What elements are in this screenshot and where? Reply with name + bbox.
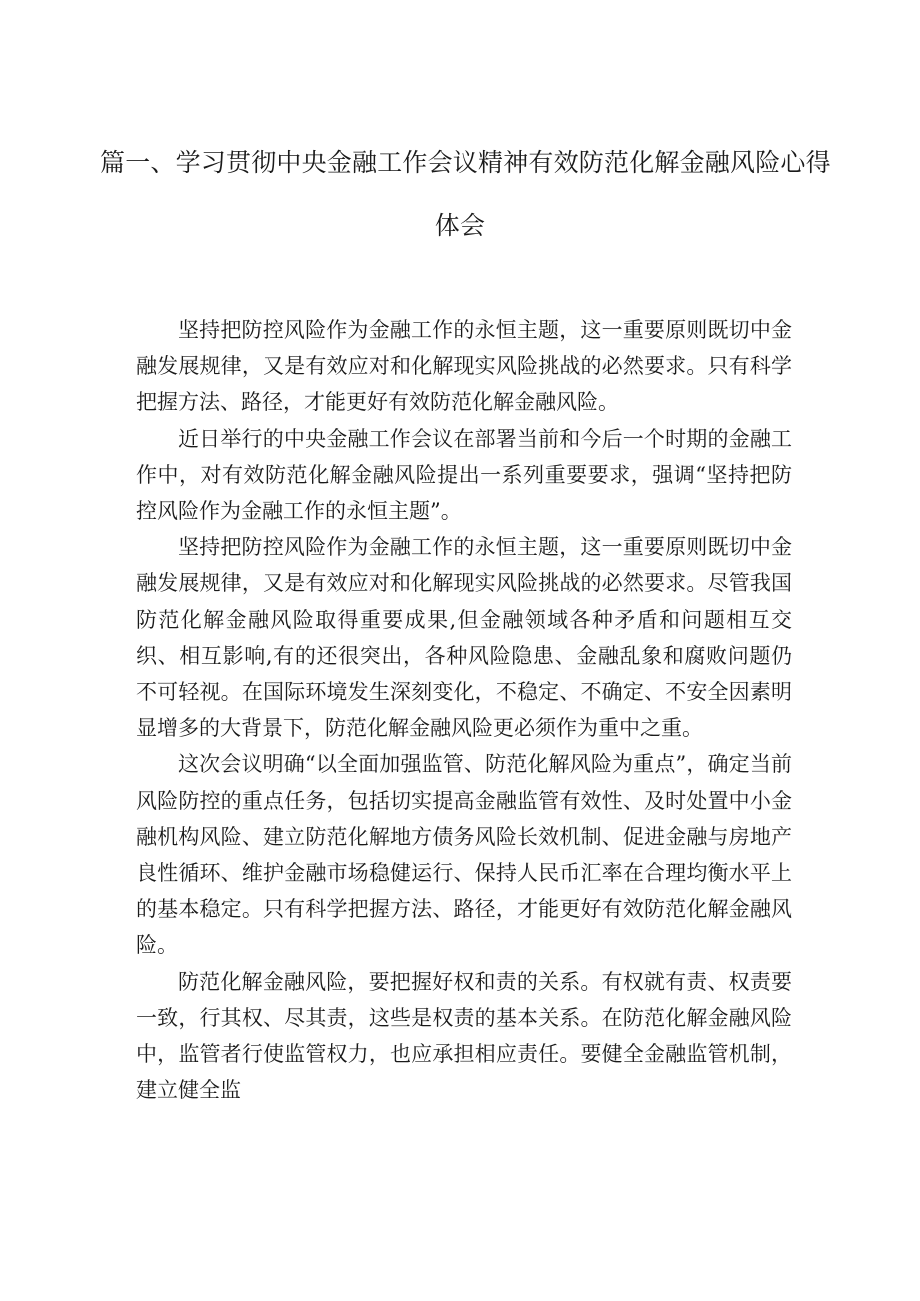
paragraph-5: 防范化解金融风险，要把握好权和责的关系。有权就有责、权责要一致，行其权、尽其责，这些是权责的基本关系。在防范化解金融风险中，监管者行使监管权力，也应承担相应责任。要健全金融监管机制，建立健全监 (136, 969, 792, 1103)
paragraph-2: 近日举行的中央金融工作会议在部署当前和今后一个时期的金融工作中，对有效防范化解金融风险提出一系列重要要求，强调“坚持把防控风险作为金融工作的永恒主题”。 (136, 426, 792, 524)
paragraph-1: 坚持把防控风险作为金融工作的永恒主题，这一重要原则既切中金融发展规律，又是有效应对和化解现实风险挑战的必然要求。只有科学把握方法、路径，才能更好有效防范化解金融风险。 (136, 318, 792, 415)
paragraph-3: 坚持把防控风险作为金融工作的永恒主题，这一重要原则既切中金融发展规律，又是有效应对和化解现实风险挑战的必然要求。尽管我国防范化解金融风险取得重要成果,但金融领域各种矛盾和问题相互交织、相互影响,有的还很突出，各种风险隐患、金融乱象和腐败问题仍不可轻视。在国际环境发生深刻变化，不稳定、不确定、不安全因素明显增多的大背景下，防范化解金融风险更必须作为重中之重。 (136, 535, 792, 741)
document-body (136, 312, 792, 1108)
title-line-2: 体会 (434, 211, 486, 240)
title-line-1: 篇一、学习贯彻中央金融工作会议精神有效防范化解金融风险心得 (100, 148, 831, 177)
paragraph-4: 这次会议明确“以全面加强监管、防范化解风险为重点”，确定当前风险防控的重点任务，包括切实提高金融监管有效性、及时处置中小金融机构风险、建立防范化解地方债务风险长效机制、促进金融与房地产良性循环、维护金融市场稳健运行、保持人民币汇率在合理均衡水平上的基本稳定。只有科学把握方法、路径，才能更好有效防范化解金融风险。 (136, 752, 792, 958)
